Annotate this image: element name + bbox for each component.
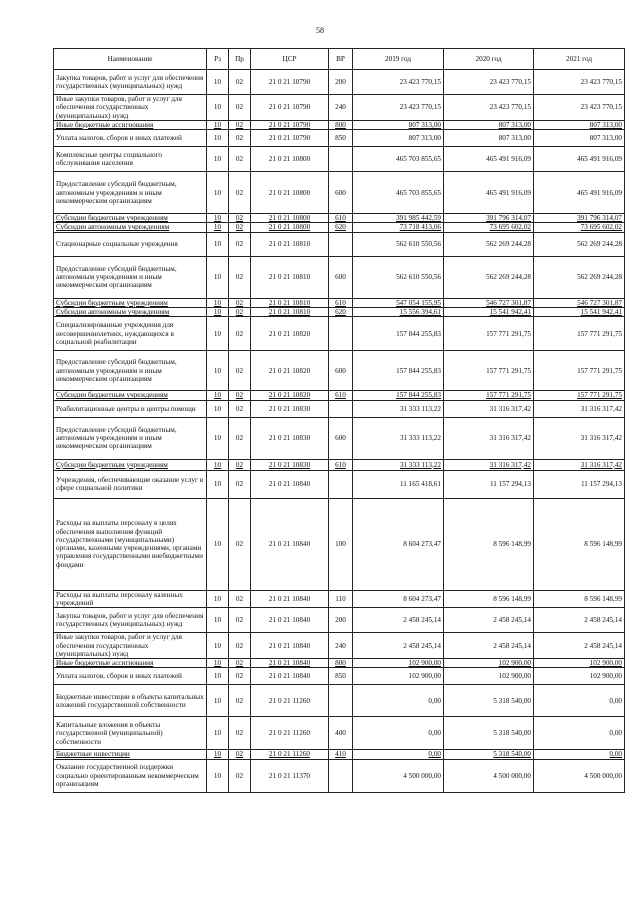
table-row bbox=[54, 214, 625, 223]
row-csr: 21 0 21 10820 bbox=[251, 351, 329, 391]
row-pr: 02 bbox=[229, 172, 251, 214]
table-row bbox=[54, 308, 625, 317]
row-2019: 465 703 855,65 bbox=[353, 147, 444, 172]
row-name: Субсидии автономным учреждениям bbox=[54, 223, 207, 232]
row-2019: 0,00 bbox=[353, 685, 444, 717]
table-row bbox=[54, 172, 625, 214]
row-2019: 4 500 000,00 bbox=[353, 759, 444, 792]
row-2021: 807 313,00 bbox=[534, 120, 625, 129]
row-2020: 2 458 245,14 bbox=[444, 608, 534, 633]
header-2021: 2021 год bbox=[534, 49, 625, 70]
row-2019: 31 333 113,22 bbox=[353, 400, 444, 417]
row-pr: 02 bbox=[229, 750, 251, 759]
row-rz: 10 bbox=[207, 147, 229, 172]
row-2021: 11 157 294,13 bbox=[534, 470, 625, 498]
row-rz: 10 bbox=[207, 633, 229, 659]
row-2020: 11 157 294,13 bbox=[444, 470, 534, 498]
row-2020: 102 900,00 bbox=[444, 659, 534, 668]
row-csr: 21 0 21 11260 bbox=[251, 717, 329, 750]
page-number: 58 bbox=[316, 26, 324, 35]
row-vr: 400 bbox=[329, 717, 353, 750]
row-csr: 21 0 21 10790 bbox=[251, 130, 329, 147]
table-row bbox=[54, 750, 625, 759]
row-2019: 73 718 413,06 bbox=[353, 223, 444, 232]
table-row bbox=[54, 351, 625, 391]
row-2020: 8 596 148,99 bbox=[444, 498, 534, 590]
row-2019: 0,00 bbox=[353, 717, 444, 750]
row-csr: 21 0 21 10840 bbox=[251, 659, 329, 668]
row-name: Субсидии бюджетным учреждениям bbox=[54, 391, 207, 400]
row-vr: 850 bbox=[329, 130, 353, 147]
row-2019: 8 604 273,47 bbox=[353, 590, 444, 608]
row-2021: 157 771 291,75 bbox=[534, 391, 625, 400]
row-csr: 21 0 21 10800 bbox=[251, 223, 329, 232]
row-csr: 21 0 21 10790 bbox=[251, 120, 329, 129]
row-rz: 10 bbox=[207, 417, 229, 459]
row-2019: 31 333 113,22 bbox=[353, 417, 444, 459]
row-2021: 2 458 245,14 bbox=[534, 608, 625, 633]
row-csr: 21 0 21 10820 bbox=[251, 317, 329, 351]
row-rz: 10 bbox=[207, 685, 229, 717]
row-pr: 02 bbox=[229, 308, 251, 317]
row-rz: 10 bbox=[207, 317, 229, 351]
row-vr bbox=[329, 400, 353, 417]
table-row bbox=[54, 223, 625, 232]
table-body bbox=[54, 70, 625, 793]
row-2020: 807 313,00 bbox=[444, 130, 534, 147]
row-rz: 10 bbox=[207, 498, 229, 590]
row-pr: 02 bbox=[229, 298, 251, 307]
row-pr: 02 bbox=[229, 95, 251, 121]
row-vr: 110 bbox=[329, 590, 353, 608]
row-2021: 391 796 314,07 bbox=[534, 214, 625, 223]
row-name: Комплексные центры социального обслуживания населения bbox=[54, 147, 207, 172]
table-row bbox=[54, 298, 625, 307]
table-row bbox=[54, 470, 625, 498]
table-row bbox=[54, 130, 625, 147]
row-pr: 02 bbox=[229, 391, 251, 400]
row-rz: 10 bbox=[207, 400, 229, 417]
row-csr: 21 0 21 10800 bbox=[251, 147, 329, 172]
row-2020: 15 541 942,41 bbox=[444, 308, 534, 317]
row-name: Иные бюджетные ассигнования bbox=[54, 120, 207, 129]
row-vr: 600 bbox=[329, 351, 353, 391]
row-2019: 2 458 245,14 bbox=[353, 608, 444, 633]
table-row bbox=[54, 391, 625, 400]
row-rz: 10 bbox=[207, 351, 229, 391]
row-vr: 620 bbox=[329, 308, 353, 317]
budget-table bbox=[53, 48, 625, 793]
row-csr: 21 0 21 10840 bbox=[251, 668, 329, 685]
row-vr bbox=[329, 317, 353, 351]
row-rz: 10 bbox=[207, 214, 229, 223]
row-rz: 10 bbox=[207, 172, 229, 214]
row-name: Иные закупки товаров, работ и услуг для обеспечения государственных (муниципальных) нужд bbox=[54, 633, 207, 659]
row-2021: 0,00 bbox=[534, 717, 625, 750]
row-pr: 02 bbox=[229, 668, 251, 685]
row-2020: 157 771 291,75 bbox=[444, 351, 534, 391]
row-2021: 0,00 bbox=[534, 685, 625, 717]
row-2021: 15 541 942,41 bbox=[534, 308, 625, 317]
row-2019: 807 313,00 bbox=[353, 130, 444, 147]
row-csr: 21 0 21 10790 bbox=[251, 95, 329, 121]
row-rz: 10 bbox=[207, 298, 229, 307]
row-csr: 21 0 21 10840 bbox=[251, 498, 329, 590]
row-name: Капитальные вложения в объекты государственной (муниципальной) собственности bbox=[54, 717, 207, 750]
row-rz: 10 bbox=[207, 659, 229, 668]
row-name: Субсидии бюджетным учреждениям bbox=[54, 298, 207, 307]
row-rz: 10 bbox=[207, 95, 229, 121]
row-csr: 21 0 21 11370 bbox=[251, 759, 329, 792]
row-vr: 240 bbox=[329, 633, 353, 659]
row-csr: 21 0 21 10810 bbox=[251, 256, 329, 298]
row-csr: 21 0 21 10840 bbox=[251, 470, 329, 498]
row-pr: 02 bbox=[229, 717, 251, 750]
row-2019: 562 610 550,56 bbox=[353, 256, 444, 298]
row-csr: 21 0 21 10800 bbox=[251, 214, 329, 223]
row-pr: 02 bbox=[229, 417, 251, 459]
row-rz: 10 bbox=[207, 590, 229, 608]
row-csr: 21 0 21 11260 bbox=[251, 685, 329, 717]
table-row bbox=[54, 659, 625, 668]
row-2021: 23 423 770,15 bbox=[534, 95, 625, 121]
row-name: Иные бюджетные ассигнования bbox=[54, 659, 207, 668]
row-name: Предоставление субсидий бюджетным, автономным учреждениям и иным некоммерческим организациям bbox=[54, 256, 207, 298]
row-csr: 21 0 21 10840 bbox=[251, 608, 329, 633]
table-row bbox=[54, 95, 625, 121]
row-rz: 10 bbox=[207, 608, 229, 633]
header-2019: 2019 год bbox=[353, 49, 444, 70]
row-2019: 11 165 418,61 bbox=[353, 470, 444, 498]
table-row bbox=[54, 232, 625, 256]
row-2019: 102 900,00 bbox=[353, 659, 444, 668]
row-2019: 23 423 770,15 bbox=[353, 95, 444, 121]
row-name: Стационарные социальные учреждения bbox=[54, 232, 207, 256]
row-name: Бюджетные инвестиции в объекты капитальных вложений государственной собственности bbox=[54, 685, 207, 717]
row-csr: 21 0 21 10820 bbox=[251, 391, 329, 400]
row-2021: 31 316 317,42 bbox=[534, 417, 625, 459]
row-name: Субсидии бюджетным учреждениям bbox=[54, 459, 207, 470]
row-pr: 02 bbox=[229, 223, 251, 232]
row-pr: 02 bbox=[229, 470, 251, 498]
row-name: Субсидии автономным учреждениям bbox=[54, 308, 207, 317]
row-2021: 4 500 000,00 bbox=[534, 759, 625, 792]
row-2021: 562 269 244,28 bbox=[534, 256, 625, 298]
row-vr: 200 bbox=[329, 608, 353, 633]
row-name: Учреждения, обеспечивающие оказание услуг в сфере социальной политики bbox=[54, 470, 207, 498]
row-csr: 21 0 21 10810 bbox=[251, 298, 329, 307]
row-2020: 31 316 317,42 bbox=[444, 400, 534, 417]
row-2020: 5 318 540,00 bbox=[444, 717, 534, 750]
row-2021: 73 695 602,02 bbox=[534, 223, 625, 232]
row-vr: 600 bbox=[329, 172, 353, 214]
table-row bbox=[54, 498, 625, 590]
row-pr: 02 bbox=[229, 256, 251, 298]
row-2019: 23 423 770,15 bbox=[353, 70, 444, 95]
row-csr: 21 0 21 10790 bbox=[251, 70, 329, 95]
row-name: Расходы на выплаты персоналу казенных учреждений bbox=[54, 590, 207, 608]
row-pr: 02 bbox=[229, 759, 251, 792]
row-vr: 800 bbox=[329, 659, 353, 668]
row-rz: 10 bbox=[207, 120, 229, 129]
header-vr: ВР bbox=[329, 49, 353, 70]
row-pr: 02 bbox=[229, 147, 251, 172]
row-2019: 31 333 113,22 bbox=[353, 459, 444, 470]
row-2019: 157 844 255,83 bbox=[353, 391, 444, 400]
row-pr: 02 bbox=[229, 608, 251, 633]
row-vr: 600 bbox=[329, 417, 353, 459]
row-2021: 0,00 bbox=[534, 750, 625, 759]
row-rz: 10 bbox=[207, 717, 229, 750]
row-2020: 157 771 291,75 bbox=[444, 391, 534, 400]
header-rz: Рз bbox=[207, 49, 229, 70]
row-pr: 02 bbox=[229, 633, 251, 659]
table-row bbox=[54, 70, 625, 95]
row-2021: 562 269 244,28 bbox=[534, 232, 625, 256]
row-pr: 02 bbox=[229, 685, 251, 717]
row-rz: 10 bbox=[207, 70, 229, 95]
row-pr: 02 bbox=[229, 317, 251, 351]
row-name: Бюджетные инвестиции bbox=[54, 750, 207, 759]
table-row bbox=[54, 668, 625, 685]
row-2019: 807 313,00 bbox=[353, 120, 444, 129]
table-row bbox=[54, 317, 625, 351]
table-row bbox=[54, 608, 625, 633]
row-name: Уплата налогов, сборов и иных платежей bbox=[54, 130, 207, 147]
row-2019: 391 985 442,59 bbox=[353, 214, 444, 223]
row-vr bbox=[329, 147, 353, 172]
row-2021: 31 316 317,42 bbox=[534, 400, 625, 417]
row-name: Субсидии бюджетным учреждениям bbox=[54, 214, 207, 223]
row-vr bbox=[329, 470, 353, 498]
row-2020: 562 269 244,28 bbox=[444, 232, 534, 256]
row-vr bbox=[329, 759, 353, 792]
row-2020: 157 771 291,75 bbox=[444, 317, 534, 351]
row-2019: 465 703 855,65 bbox=[353, 172, 444, 214]
row-pr: 02 bbox=[229, 659, 251, 668]
row-vr: 620 bbox=[329, 223, 353, 232]
row-pr: 02 bbox=[229, 70, 251, 95]
table-row bbox=[54, 120, 625, 129]
row-2020: 4 500 000,00 bbox=[444, 759, 534, 792]
row-name: Предоставление субсидий бюджетным, автономным учреждениям и иным некоммерческим организациям bbox=[54, 351, 207, 391]
row-csr: 21 0 21 11260 bbox=[251, 750, 329, 759]
row-csr: 21 0 21 10830 bbox=[251, 400, 329, 417]
row-csr: 21 0 21 10810 bbox=[251, 232, 329, 256]
row-2021: 807 313,00 bbox=[534, 130, 625, 147]
row-csr: 21 0 21 10830 bbox=[251, 459, 329, 470]
table-row bbox=[54, 759, 625, 792]
row-vr bbox=[329, 685, 353, 717]
row-csr: 21 0 21 10840 bbox=[251, 633, 329, 659]
row-vr: 610 bbox=[329, 214, 353, 223]
table-row bbox=[54, 717, 625, 750]
row-2020: 5 318 540,00 bbox=[444, 685, 534, 717]
row-vr: 610 bbox=[329, 298, 353, 307]
row-pr: 02 bbox=[229, 590, 251, 608]
row-2021: 546 727 301,87 bbox=[534, 298, 625, 307]
row-vr: 610 bbox=[329, 391, 353, 400]
table-row bbox=[54, 590, 625, 608]
row-2019: 547 054 155,95 bbox=[353, 298, 444, 307]
row-2020: 391 796 314,07 bbox=[444, 214, 534, 223]
row-2020: 23 423 770,15 bbox=[444, 70, 534, 95]
row-2020: 102 900,00 bbox=[444, 668, 534, 685]
row-name: Закупка товаров, работ и услуг для обеспечения государственных (муниципальных) нужд bbox=[54, 608, 207, 633]
row-rz: 10 bbox=[207, 391, 229, 400]
header-csr: ЦСР bbox=[251, 49, 329, 70]
row-2021: 102 900,00 bbox=[534, 659, 625, 668]
row-2019: 157 844 255,83 bbox=[353, 351, 444, 391]
table-row bbox=[54, 256, 625, 298]
row-2021: 8 596 148,99 bbox=[534, 590, 625, 608]
row-vr: 800 bbox=[329, 120, 353, 129]
row-pr: 02 bbox=[229, 400, 251, 417]
table-row bbox=[54, 633, 625, 659]
row-2020: 465 491 916,09 bbox=[444, 147, 534, 172]
row-vr: 600 bbox=[329, 256, 353, 298]
row-vr bbox=[329, 232, 353, 256]
row-2021: 31 316 317,42 bbox=[534, 459, 625, 470]
row-2020: 807 313,00 bbox=[444, 120, 534, 129]
row-2020: 8 596 148,99 bbox=[444, 590, 534, 608]
row-rz: 10 bbox=[207, 308, 229, 317]
header-pr: Пр bbox=[229, 49, 251, 70]
row-2020: 5 318 540,00 bbox=[444, 750, 534, 759]
row-csr: 21 0 21 10800 bbox=[251, 172, 329, 214]
table-row bbox=[54, 459, 625, 470]
row-name: Специализированные учреждения для несовершеннолетних, нуждающихся в социальной реабилитации bbox=[54, 317, 207, 351]
row-vr: 100 bbox=[329, 498, 353, 590]
row-2019: 102 900,00 bbox=[353, 668, 444, 685]
row-2019: 8 604 273,47 bbox=[353, 498, 444, 590]
row-rz: 10 bbox=[207, 759, 229, 792]
row-rz: 10 bbox=[207, 256, 229, 298]
row-rz: 10 bbox=[207, 223, 229, 232]
row-rz: 10 bbox=[207, 668, 229, 685]
row-name: Уплата налогов, сборов и иных платежей bbox=[54, 668, 207, 685]
row-2019: 15 556 394,61 bbox=[353, 308, 444, 317]
row-rz: 10 bbox=[207, 470, 229, 498]
row-name: Предоставление субсидий бюджетным, автономным учреждениям и иным некоммерческим организациям bbox=[54, 172, 207, 214]
row-vr: 850 bbox=[329, 668, 353, 685]
row-2021: 2 458 245,14 bbox=[534, 633, 625, 659]
row-2020: 562 269 244,28 bbox=[444, 256, 534, 298]
row-rz: 10 bbox=[207, 459, 229, 470]
row-name: Расходы на выплаты персоналу в целях обеспечения выполнения функций государственными (муниципальными) органами, казенными учреждениями, органами управления государственными внебюджетными фондами bbox=[54, 498, 207, 590]
row-pr: 02 bbox=[229, 214, 251, 223]
row-pr: 02 bbox=[229, 459, 251, 470]
row-2020: 31 316 317,42 bbox=[444, 459, 534, 470]
header-name: Наименование bbox=[54, 49, 207, 70]
row-name: Предоставление субсидий бюджетным, автономным учреждениям и иным некоммерческим организациям bbox=[54, 417, 207, 459]
row-pr: 02 bbox=[229, 232, 251, 256]
row-name: Оказание государственной поддержки социально ориентированным некоммерческим организациям bbox=[54, 759, 207, 792]
table-row bbox=[54, 400, 625, 417]
row-csr: 21 0 21 10810 bbox=[251, 308, 329, 317]
row-2020: 23 423 770,15 bbox=[444, 95, 534, 121]
row-pr: 02 bbox=[229, 120, 251, 129]
row-2019: 157 844 255,83 bbox=[353, 317, 444, 351]
row-rz: 10 bbox=[207, 232, 229, 256]
row-csr: 21 0 21 10840 bbox=[251, 590, 329, 608]
row-2021: 8 596 148,99 bbox=[534, 498, 625, 590]
row-2019: 2 458 245,14 bbox=[353, 633, 444, 659]
row-name: Закупка товаров, работ и услуг для обеспечения государственных (муниципальных) нужд bbox=[54, 70, 207, 95]
row-pr: 02 bbox=[229, 130, 251, 147]
row-vr: 200 bbox=[329, 70, 353, 95]
table-row bbox=[54, 147, 625, 172]
row-2019: 562 610 550,56 bbox=[353, 232, 444, 256]
table-row bbox=[54, 685, 625, 717]
row-rz: 10 bbox=[207, 750, 229, 759]
row-csr: 21 0 21 10830 bbox=[251, 417, 329, 459]
row-2021: 23 423 770,15 bbox=[534, 70, 625, 95]
row-name: Реабилитационные центры и центры помощи bbox=[54, 400, 207, 417]
row-2021: 465 491 916,09 bbox=[534, 147, 625, 172]
row-2020: 73 695 602,02 bbox=[444, 223, 534, 232]
row-rz: 10 bbox=[207, 130, 229, 147]
row-2020: 465 491 916,09 bbox=[444, 172, 534, 214]
row-2021: 157 771 291,75 bbox=[534, 317, 625, 351]
row-vr: 610 bbox=[329, 459, 353, 470]
row-vr: 240 bbox=[329, 95, 353, 121]
row-2021: 157 771 291,75 bbox=[534, 351, 625, 391]
row-2020: 31 316 317,42 bbox=[444, 417, 534, 459]
row-2019: 0,00 bbox=[353, 750, 444, 759]
row-name: Иные закупки товаров, работ и услуг для обеспечения государственных (муниципальных) нужд bbox=[54, 95, 207, 121]
row-pr: 02 bbox=[229, 498, 251, 590]
row-2020: 2 458 245,14 bbox=[444, 633, 534, 659]
row-2021: 465 491 916,09 bbox=[534, 172, 625, 214]
table-row bbox=[54, 417, 625, 459]
table-header-row bbox=[54, 49, 625, 70]
row-vr: 410 bbox=[329, 750, 353, 759]
header-2020: 2020 год bbox=[444, 49, 534, 70]
row-2020: 546 727 301,87 bbox=[444, 298, 534, 307]
row-pr: 02 bbox=[229, 351, 251, 391]
row-2021: 102 900,00 bbox=[534, 668, 625, 685]
